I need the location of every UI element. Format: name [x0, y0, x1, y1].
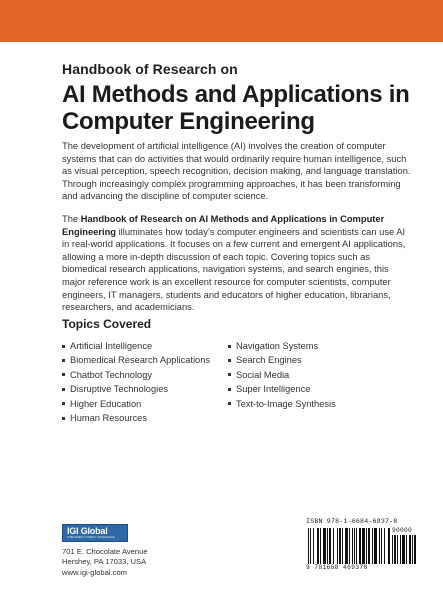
barcode-bar [368, 528, 370, 564]
barcode-bar [323, 528, 326, 564]
topic-item: Disruptive Technologies [62, 382, 210, 396]
paragraph-2-lead: The [62, 214, 81, 224]
barcode-bar [349, 528, 350, 564]
barcode-bar [327, 528, 328, 564]
barcode-bar [329, 528, 331, 564]
topic-item: Social Media [228, 368, 336, 382]
barcode-bar [402, 535, 405, 564]
series-kicker: Handbook of Research on [62, 61, 238, 77]
barcode-ean-digits: 9 781668 469378 [306, 564, 368, 571]
barcode-bar [333, 528, 334, 564]
topic-item: Higher Education [62, 397, 210, 411]
description-paragraph-2 [62, 213, 414, 314]
barcode-bar [374, 528, 377, 564]
barcode-bar [362, 528, 365, 564]
topic-item: Text-to-Image Synthesis [228, 397, 336, 411]
topic-item: Search Engines [228, 353, 336, 367]
topic-item: Chatbot Technology [62, 368, 210, 382]
barcode-bar [394, 535, 396, 564]
barcode-addon-bars [392, 535, 418, 564]
barcode-addon-digits: 90000 [392, 527, 413, 534]
barcode-bar [372, 528, 373, 564]
barcode-bar [406, 535, 407, 564]
barcode-main-bars [308, 528, 390, 564]
top-color-band [0, 0, 443, 42]
barcode-bar [381, 528, 382, 564]
topic-item: Navigation Systems [228, 339, 336, 353]
topics-list-right [228, 339, 336, 411]
logo-tagline: PUBLISHER of TIMELY KNOWLEDGE [67, 536, 115, 539]
isbn-text: ISBN 978-1-6684-6937-8 [306, 518, 398, 525]
barcode-bar [308, 528, 309, 564]
barcode-bar [392, 535, 393, 564]
barcode-bar [379, 528, 380, 564]
isbn-barcode [306, 518, 418, 573]
address-line-2: Hershey, PA 17033, USA [62, 557, 147, 567]
barcode-bar [354, 528, 355, 564]
barcode-bar [397, 535, 398, 564]
barcode-bar [400, 535, 401, 564]
barcode-bar [412, 535, 413, 564]
title-line-1: AI Methods and Applications in [62, 81, 410, 108]
barcode-bar [384, 528, 385, 564]
title-line-2: Computer Engineering [62, 108, 315, 135]
barcode-bar [409, 535, 411, 564]
topic-item: Human Resources [62, 411, 210, 425]
topics-heading: Topics Covered [62, 317, 152, 331]
barcode-bar [342, 528, 343, 564]
address-line-1: 701 E. Chocolate Avenue [62, 547, 148, 556]
barcode-bar [313, 528, 314, 564]
logo-text: IGI Global [67, 526, 108, 536]
barcode-bar [339, 528, 341, 564]
topic-item: Artificial Intelligence [62, 339, 210, 353]
barcode-bar [337, 528, 338, 564]
publisher-logo [62, 524, 128, 542]
topic-item: Super Intelligence [228, 382, 336, 396]
barcode-bar [414, 535, 416, 564]
paragraph-2-book-title: Handbook of Research on AI Methods and Applications in Computer Engineering [62, 214, 385, 237]
barcode-bar [366, 528, 367, 564]
publisher-website: www.igi-global.com [62, 567, 127, 577]
publisher-address [62, 547, 148, 578]
barcode-bar [359, 528, 361, 564]
book-title [62, 81, 422, 135]
barcode-bar [388, 528, 390, 564]
barcode-bar [356, 528, 357, 564]
barcode-bar [352, 528, 353, 564]
paragraph-2-body: illuminates how today’s computer engineers and scientists can use AI in real-world applications. It focuses on a few current and emergent AI applications, allowing a more in-depth discussion of each topic. Covering topics such as biomedical research applications, navigation systems, and search engines, this major reference work is an excellent resource for computer scientists, computer engineers, IT managers, students and educators of higher education, librarians, researchers, and academicians. [62, 226, 406, 313]
barcode-bar [310, 528, 311, 564]
topic-item: Biomedical Research Applications [62, 353, 210, 367]
barcode-bar [320, 528, 321, 564]
barcode-bar [317, 528, 319, 564]
barcode-bar [345, 528, 348, 564]
topics-list-left [62, 339, 210, 425]
description-paragraph-1: The development of artificial intelligence (AI) involves the creation of computer systems that can do activities that would ordinarily require human intelligence, such as visual perception, speech recognition, decision making, and language translation. Through increasingly complex programming approaches, it has been transforming and advancing the discipline of computer science. [62, 141, 411, 202]
